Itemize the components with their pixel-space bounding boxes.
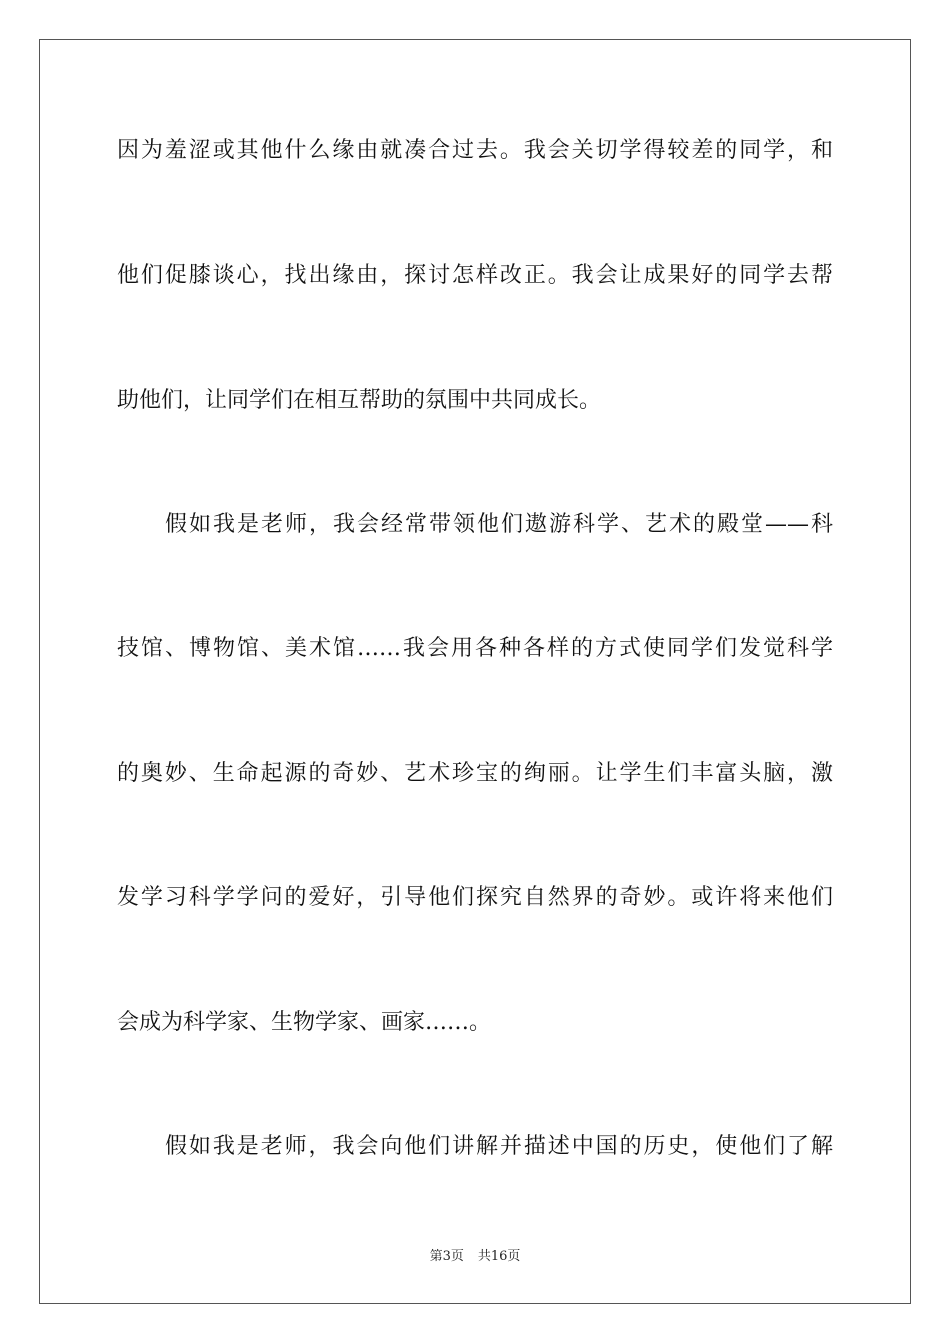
paragraph-line: 因为羞涩或其他什么缘由就凑合过去。我会关切学得较差的同学，和	[117, 138, 833, 163]
paragraph-line: 的奥妙、生命起源的奇妙、艺术珍宝的绚丽。让学生们丰富头脑，激	[117, 761, 833, 786]
page-total: 共16页	[477, 1249, 521, 1264]
paragraph-line: 助他们，让同学们在相互帮助的氛围中共同成长。	[117, 388, 602, 413]
paragraph-line: 假如我是老师，我会经常带领他们遨游科学、艺术的殿堂——科	[165, 512, 833, 537]
paragraph-line: 发学习科学学问的爱好，引导他们探究自然界的奇妙。或许将来他们	[117, 885, 833, 910]
paragraph-line: 假如我是老师，我会向他们讲解并描述中国的历史，使他们了解	[165, 1134, 833, 1159]
page-footer	[0, 1248, 950, 1266]
paragraph-line: 技馆、博物馆、美术馆……我会用各种各样的方式使同学们发觉科学	[117, 636, 833, 661]
page-border	[39, 39, 911, 1304]
page-number: 第3页	[429, 1249, 464, 1264]
paragraph-line: 会成为科学家、生物学家、画家……。	[117, 1010, 492, 1035]
paragraph-line: 他们促膝谈心，找出缘由，探讨怎样改正。我会让成果好的同学去帮	[117, 263, 833, 288]
